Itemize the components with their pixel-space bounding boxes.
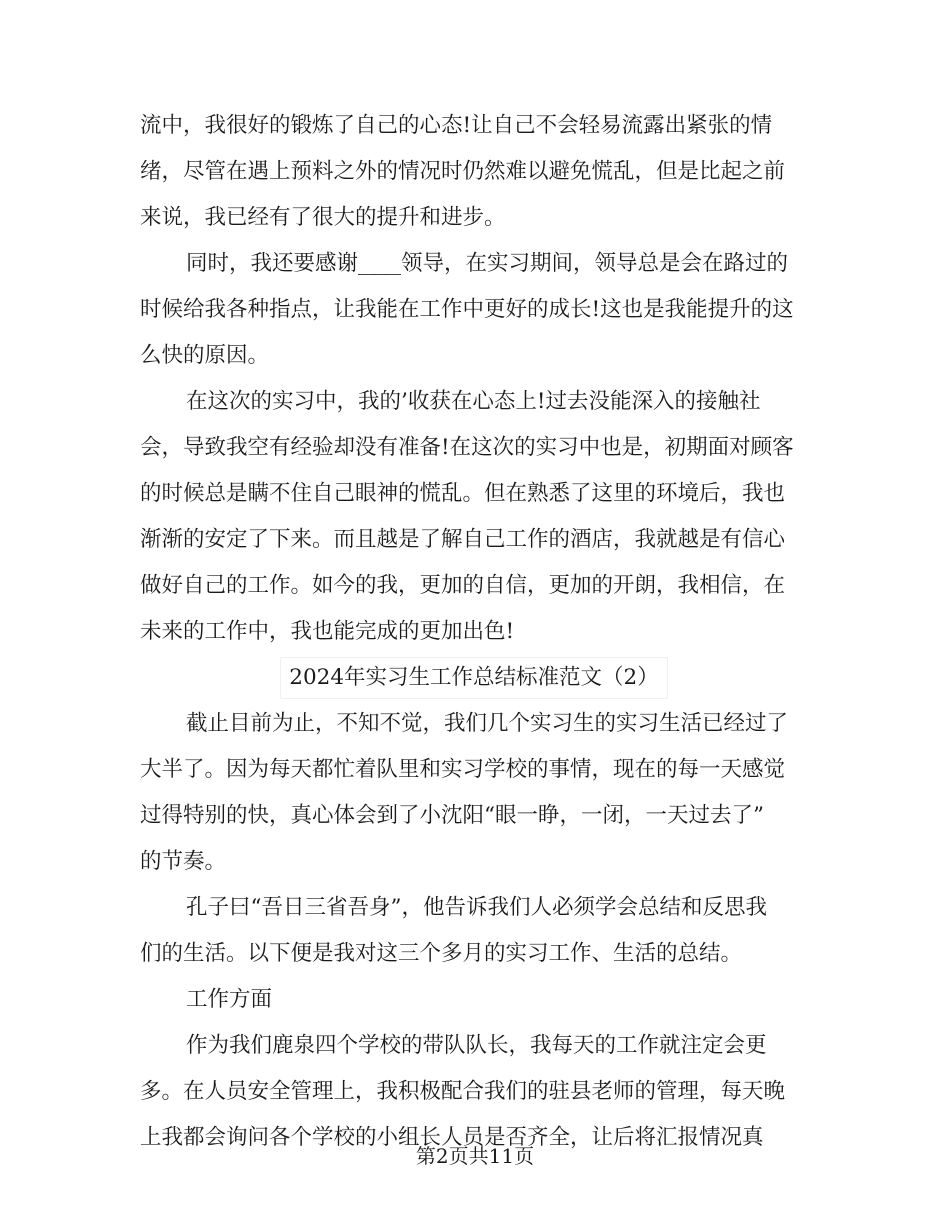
text-line: 上我都会询问各个学校的小组长人员是否齐全，让后将汇报情况真 (140, 1125, 764, 1150)
text-line: 孔子曰“吾日三省吾身”，他告诉我们人必须学会总结和反思我 (186, 895, 767, 920)
text-line: 绪，尽管在遇上预料之外的情况时仍然难以避免慌乱，但是比起之前 (140, 159, 786, 184)
section-title-text: 2024年实习生工作总结标准范文（2） (280, 657, 667, 699)
text-line: 过得特别的快，真心体会到了小沈阳“眼一睁，一闭，一天过去了” (140, 803, 764, 828)
text-line: 作为我们鹿泉四个学校的带队队长，我每天的工作就注定会更 (186, 1033, 767, 1058)
page-number: 第2页共11页 (415, 1144, 535, 1168)
paragraph-4 (140, 701, 808, 885)
text-line: 在这次的实习中，我的’收获在心态上!过去没能深入的接触社 (186, 389, 761, 414)
paragraph-5 (140, 885, 808, 977)
paragraph-2 (140, 241, 808, 379)
paragraph-3 (140, 379, 808, 655)
text-line: 们的生活。以下便是我对这三个多月的实习工作、生活的总结。 (140, 941, 743, 966)
text-line: 多。在人员安全管理上，我积极配合我们的驻县老师的管理，每天晚 (140, 1079, 786, 1104)
document-body (140, 103, 808, 1161)
text-line: 做好自己的工作。如今的我，更加的自信，更加的开朗，我相信，在 (140, 573, 786, 598)
subheading-text: 工作方面 (186, 987, 273, 1012)
text-line: 大半了。因为每天都忙着队里和实习学校的事情，现在的每一天感觉 (140, 757, 786, 782)
text-line: 渐渐的安定了下来。而且越是了解自己工作的酒店，我就越是有信心 (140, 527, 786, 552)
text-line: 会，导致我空有经验却没有准备!在这次的实习中也是，初期面对顾客 (140, 435, 794, 460)
text-line: 来说，我已经有了很大的提升和进步。 (140, 205, 506, 230)
section-title (140, 655, 808, 701)
subheading-work (140, 977, 808, 1023)
text-line: 未来的工作中，我也能完成的更加出色! (140, 619, 515, 644)
text-line: 截止目前为止，不知不觉，我们几个实习生的实习生活已经过了 (186, 711, 789, 736)
text-line: 时候给我各种指点，让我能在工作中更好的成长!这也是我能提升的这 (140, 297, 794, 322)
paragraph-1 (140, 103, 808, 241)
text-line: 同时，我还要感谢____领导，在实习期间，领导总是会在路过的 (186, 251, 789, 276)
text-line: 的时候总是瞒不住自己眼神的慌乱。但在熟悉了这里的环境后，我也 (140, 481, 786, 506)
text-line: 的节奏。 (140, 849, 227, 874)
text-line: 流中，我很好的锻炼了自己的心态!让自己不会轻易流露出紧张的情 (140, 113, 773, 138)
text-line: 么快的原因。 (140, 343, 270, 368)
